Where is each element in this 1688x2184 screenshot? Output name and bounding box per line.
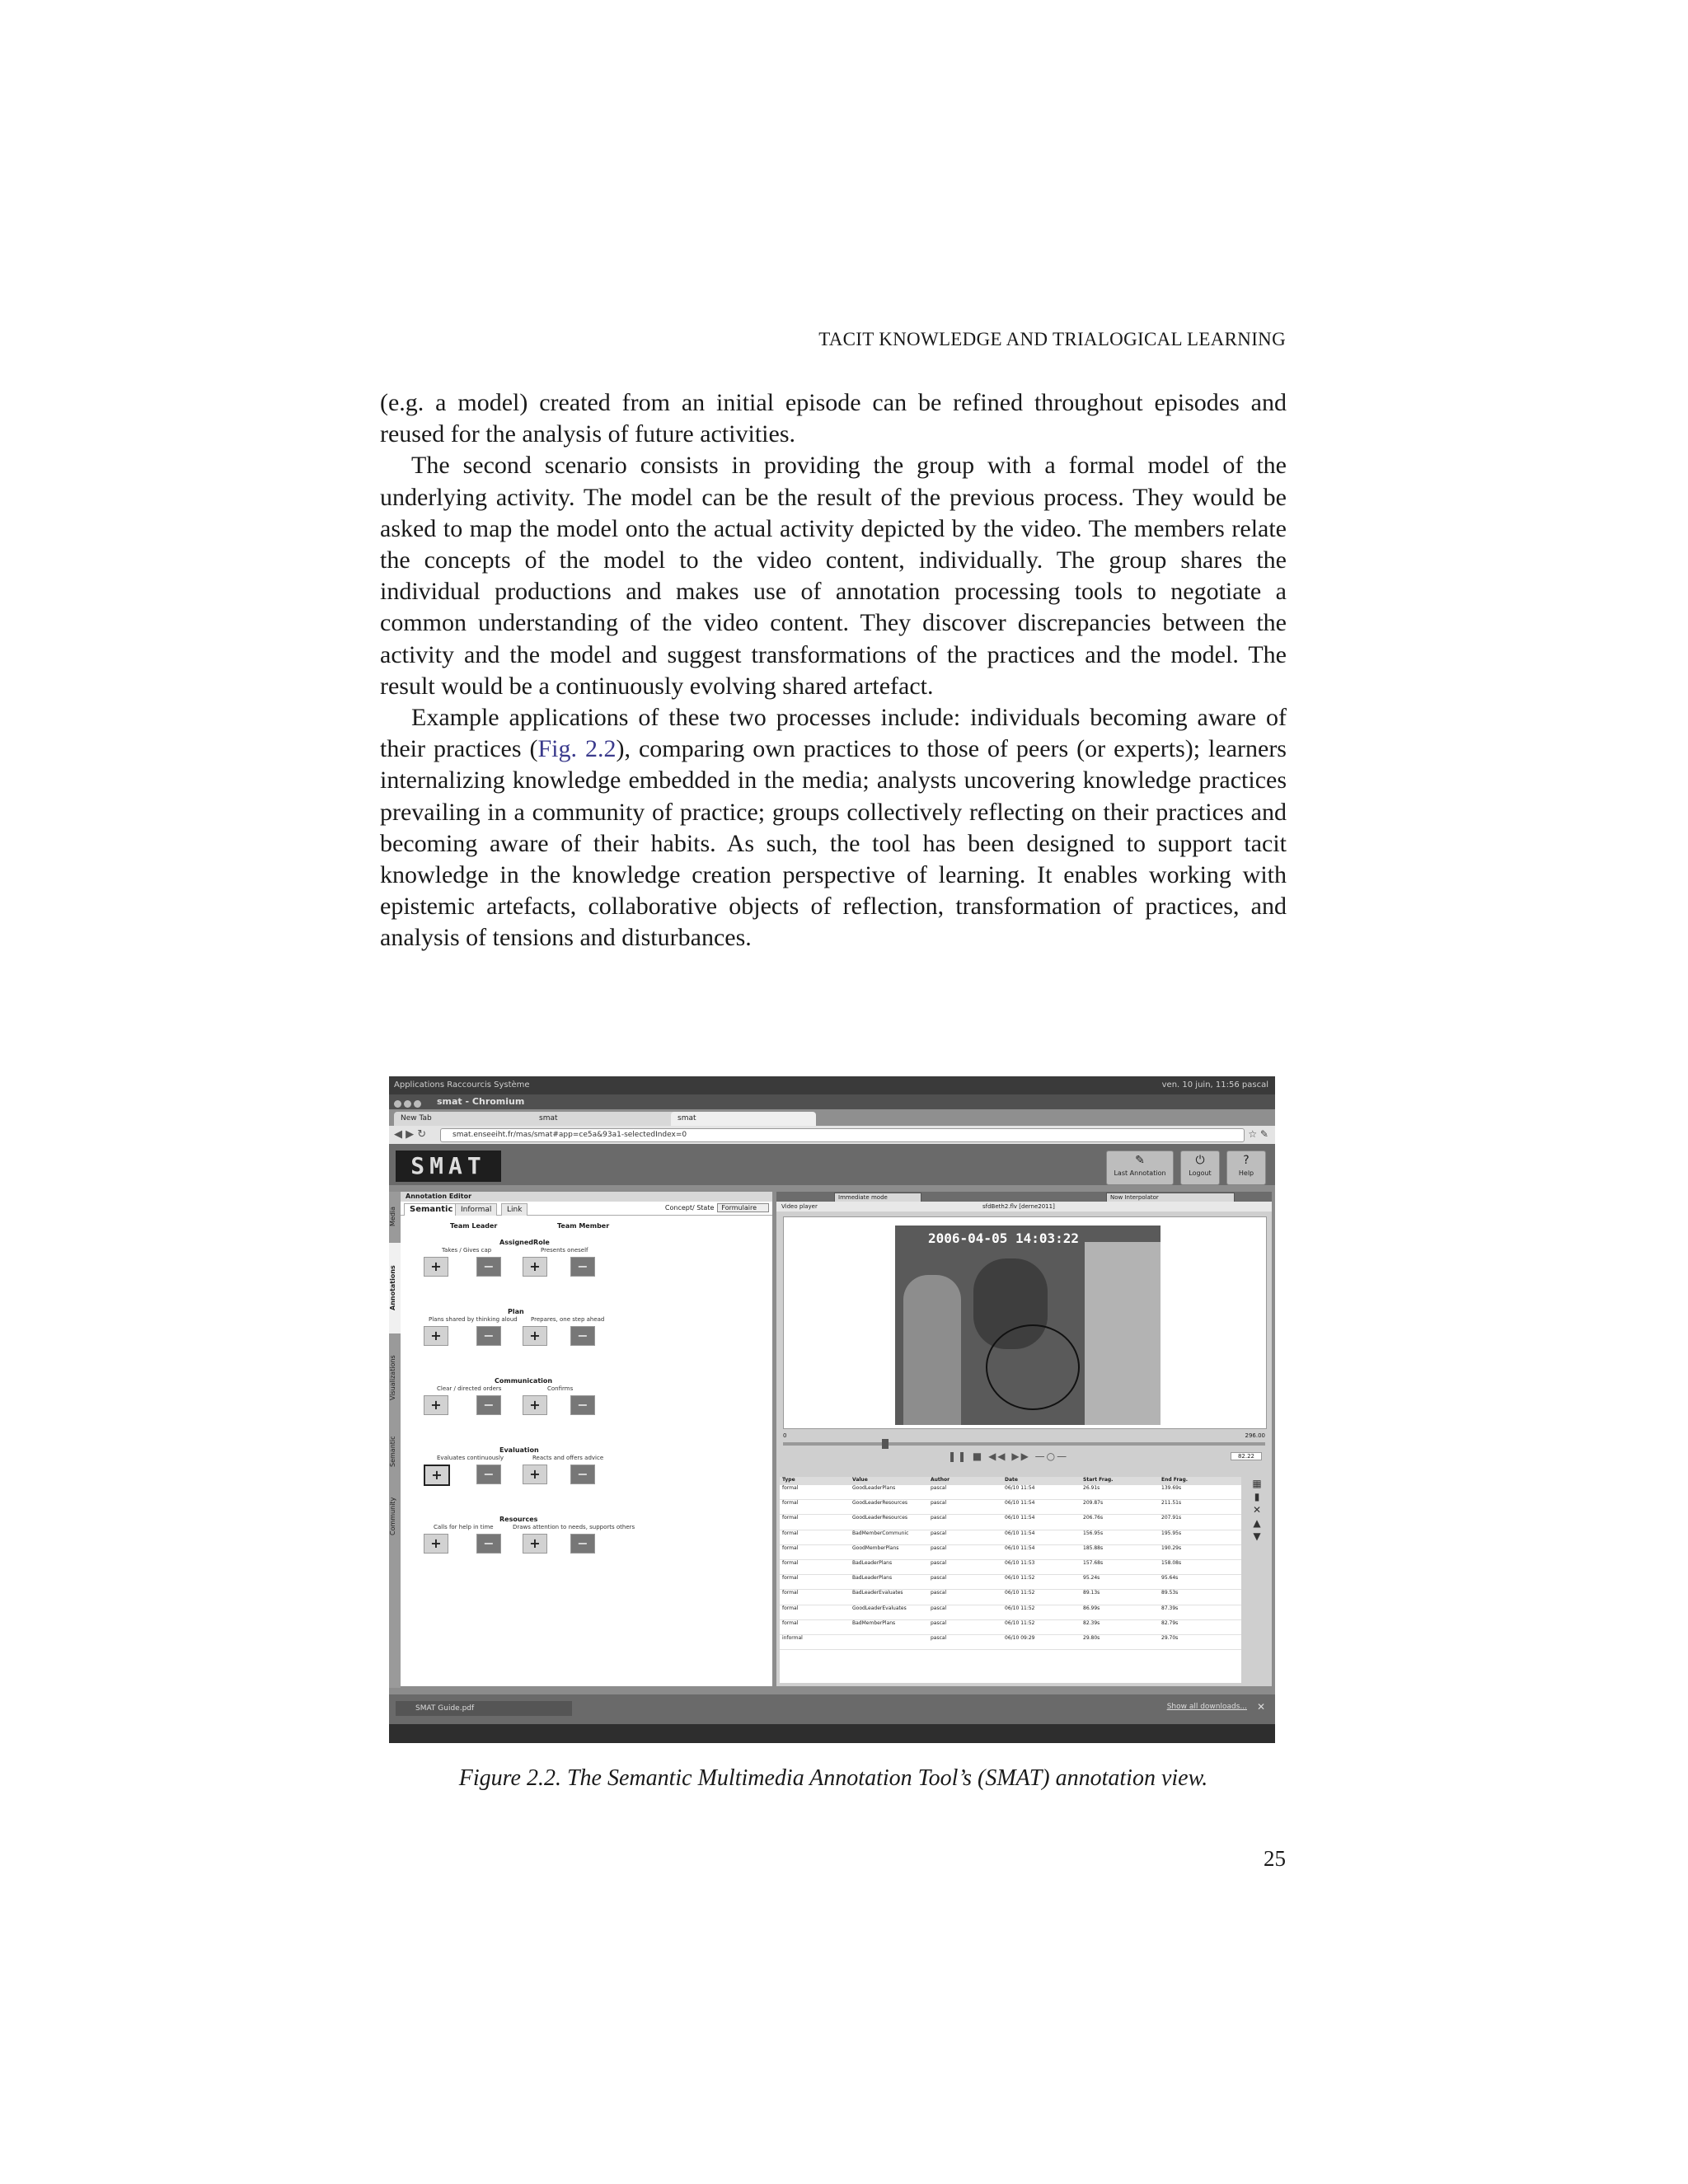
minus-button[interactable]: − [476,1257,501,1277]
table-cell: pascal [931,1530,947,1536]
video-panel [776,1192,1272,1686]
system-clock: ven. 10 juin, 11:56 pascal [1161,1080,1268,1090]
annotation-toolbar [776,1192,1272,1202]
table-cell: formal [782,1575,799,1582]
table-cell: GoodMemberPlans [852,1544,899,1551]
table-cell: 29.80s [1083,1634,1100,1641]
app-header [389,1144,1275,1185]
table-cell: 06/10 11:54 [1005,1515,1035,1521]
plus-button[interactable]: + [424,1534,448,1554]
current-time-field[interactable]: 82.22 [1231,1452,1262,1460]
label-evaluates-continuously: Evaluates continuously [437,1455,504,1461]
label-presents-oneself: Presents oneself [541,1247,588,1254]
window-title: smat - Chromium [437,1096,525,1107]
downloads-bar [389,1694,1275,1724]
minus-button[interactable]: − [476,1395,501,1415]
table-cell: 06/10 11:54 [1005,1530,1035,1536]
tab-smat-1[interactable]: smat [532,1112,678,1126]
paragraph-3-text-b: ), comparing own practices to those of peers (or experts); learners internalizing knowledge embedded in the media; analysts uncovering knowledge practices prevailing in a community of practice; groups collectively reflecting on their practices and becoming aware of their habits. As such, the tool has been designed to support tacit knowledge in the knowledge creation perspective of learning. It enables working with epistemic artefacts, collaborative objects of reflection, transformation of practices, and analysis of tensions and disturbances. [380,735,1287,952]
annotation-icon: ✎ [1135,1154,1145,1167]
category-communication: Communication [495,1377,553,1385]
table-row[interactable] [780,1590,1241,1605]
table-cell: 82.39s [1083,1619,1100,1626]
label-confirms: Confirms [547,1385,574,1392]
nav-arrows-icon[interactable]: ◀ ▶ ↻ [394,1128,427,1141]
star-wrench-icon[interactable]: ☆ ✎ [1248,1128,1268,1140]
smat-logo: SMAT [396,1151,501,1182]
table-cell: pascal [931,1559,947,1566]
app-content [389,1185,1275,1694]
table-row[interactable] [780,1545,1241,1560]
table-cell: GoodLeaderResources [852,1515,908,1521]
logout-label: Logout [1189,1169,1212,1177]
table-row[interactable] [780,1635,1241,1650]
column-team-leader: Team Leader [450,1222,498,1230]
table-cell: formal [782,1500,799,1507]
logout-button[interactable] [1180,1151,1220,1185]
table-cell: pascal [931,1544,947,1551]
table-cell: 82.79s [1161,1619,1179,1626]
address-bar [389,1126,1275,1144]
column-team-member: Team Member [557,1222,610,1230]
header-start[interactable]: Start Frag. [1083,1477,1114,1483]
table-cell: 89.53s [1161,1590,1179,1596]
sidebar-item-media[interactable]: Media [389,1206,396,1227]
table-cell: 190.29s [1161,1544,1182,1551]
table-cell: 87.39s [1161,1605,1179,1611]
annotation-editor-panel [401,1192,772,1686]
timeline-track[interactable] [783,1442,1265,1446]
figure-reference-link[interactable]: Fig. 2.2 [537,735,617,763]
concept-state [665,1203,769,1212]
sidebar-item-community[interactable]: Community [389,1497,396,1536]
table-cell: 86.99s [1083,1605,1100,1611]
table-cell: 185.88s [1083,1544,1104,1551]
header-type[interactable]: Type [782,1477,795,1483]
logout-icon: ⏻ [1195,1154,1205,1167]
table-cell: 06/10 11:54 [1005,1500,1035,1507]
paragraph-2: The second scenario consists in providing the group with a formal model of the underlying activity. The model can be the result of the previous process. They would be asked to map the model onto the actual activity depicted by the video. The members relate the concepts of the model to the video content, individually. The group shares the individual productions and makes use of annotation processing tools to negotiate a common understanding of the video content. They discover discrepancies between the activity and the model and suggest transformations of the practices and the model. The result would be a continuously evolving shared artefact. [380,452,1287,700]
table-cell: 195.95s [1161,1530,1182,1536]
video-player-header [776,1202,1272,1212]
table-cell: 158.08s [1161,1559,1182,1566]
table-cell: formal [782,1590,799,1596]
minus-button[interactable]: − [476,1326,501,1346]
table-cell: 206.76s [1083,1515,1104,1521]
sidebar-item-visualizations[interactable]: Visualizations [389,1355,396,1401]
table-cell: BadLeaderEvaluates [852,1590,903,1596]
table-cell: BadLeaderPlans [852,1559,893,1566]
close-icon[interactable]: ✕ [1256,1701,1265,1713]
label-takes-gives-cap: Takes / Gives cap [442,1247,492,1254]
table-cell: 95.24s [1083,1575,1100,1582]
table-cell: pascal [931,1605,947,1611]
table-cell: 156.95s [1083,1530,1104,1536]
minus-button[interactable]: − [476,1534,501,1554]
table-cell: 157.68s [1083,1559,1104,1566]
table-cell: 209.87s [1083,1500,1104,1507]
chart-icon[interactable]: ▮ [1254,1491,1260,1502]
table-cell: pascal [931,1485,947,1491]
table-cell: pascal [931,1634,947,1641]
header-author[interactable]: Author [931,1477,950,1483]
url-input[interactable]: smat.enseeiht.fr/mas/smat#app=ce5a&93a1-selectedIndex=0 [440,1128,1245,1142]
plus-button[interactable]: + [523,1534,547,1554]
minus-button[interactable]: − [570,1534,595,1554]
table-cell: BadMemberCommunic [852,1530,909,1536]
table-row[interactable] [780,1575,1241,1590]
label-clear-orders: Clear / directed orders [437,1385,502,1392]
annotation-editor-title: Annotation Editor [401,1192,772,1202]
minus-button[interactable]: − [570,1326,595,1346]
sidebar-item-semantic[interactable]: Semantic [389,1436,396,1467]
paragraph-3-text-a: Example applications of these two processes include: individuals becoming aware of their practices ( [380,704,1287,763]
table-cell: GoodLeaderEvaluates [852,1605,907,1611]
table-cell: 06/10 09:29 [1005,1634,1035,1641]
category-assigned-role: AssignedRole [499,1239,550,1246]
table-header [780,1477,1241,1485]
grid-icon[interactable]: ▦ [1252,1478,1262,1489]
video-player [783,1216,1267,1429]
table-row[interactable] [780,1620,1241,1635]
label-draws-attention: Draws attention to needs, supports others [513,1524,635,1530]
label-reacts-advice: Reacts and offers advice [532,1455,604,1461]
download-item[interactable]: SMAT Guide.pdf [396,1701,572,1716]
tab-link[interactable]: Link [501,1203,528,1216]
table-cell: 06/10 11:52 [1005,1575,1035,1582]
annotation-circle[interactable] [986,1324,1080,1410]
table-cell: 06/10 11:54 [1005,1485,1035,1491]
video-person-left [903,1275,961,1425]
last-annotation-button[interactable] [1106,1151,1174,1185]
help-label: Help [1238,1169,1254,1177]
figure-caption: Figure 2.2. The Semantic Multimedia Annotation Tool’s (SMAT) annotation view. [458,1765,1208,1791]
mode-select[interactable]: Immediate mode [834,1193,921,1202]
category-plan: Plan [508,1308,524,1315]
playback-controls-icon[interactable]: ❚❚ ■ ◀◀ ▶▶ —○— [948,1451,1069,1462]
help-icon: ? [1243,1154,1250,1167]
plus-button[interactable]: + [424,1326,448,1346]
video-background [1085,1242,1160,1425]
table-cell: 06/10 11:54 [1005,1544,1035,1551]
sidebar-item-annotations[interactable]: Annotations [389,1243,401,1333]
timeline-start: 0 [783,1432,787,1439]
table-cell: formal [782,1605,799,1611]
table-row[interactable] [780,1560,1241,1575]
table-cell: pascal [931,1500,947,1507]
table-body [780,1485,1241,1650]
table-cell: formal [782,1544,799,1551]
system-menu[interactable]: Applications Raccourcis Système [394,1080,530,1090]
table-cell: 89.13s [1083,1590,1100,1596]
table-cell: formal [782,1559,799,1566]
table-cell: formal [782,1530,799,1536]
browser-tabs [389,1109,1275,1126]
tab-smat-2[interactable]: smat [671,1112,816,1126]
label-plans-shared: Plans shared by thinking aloud [429,1316,518,1323]
table-cell: GoodLeaderResources [852,1500,908,1507]
video-timestamp: 2006-04-05 14:03:22 [928,1230,1080,1246]
plus-button[interactable]: + [424,1395,448,1415]
minus-button[interactable]: − [570,1395,595,1415]
annotations-table [780,1477,1241,1683]
plus-button[interactable]: + [523,1465,547,1484]
table-row[interactable] [780,1515,1241,1530]
vertical-sidebar [389,1192,401,1688]
smat-screenshot-figure [389,1076,1275,1743]
table-tools [1246,1477,1268,1543]
plus-button[interactable]: + [523,1395,547,1415]
help-button[interactable] [1226,1151,1266,1185]
table-cell: GoodLeaderPlans [852,1485,896,1491]
video-file-label: sfdBeth2.flv [derne2011] [982,1203,1055,1210]
plus-button[interactable]: + [523,1326,547,1346]
video-timeline [783,1432,1265,1465]
last-annotation-label: Last Annotation [1114,1169,1166,1177]
table-cell: formal [782,1485,799,1491]
table-cell: informal [782,1634,803,1641]
down-arrow-icon[interactable]: ▼ [1253,1530,1261,1542]
body-text [380,387,1287,954]
tab-informal[interactable]: Informal [455,1203,497,1216]
table-cell: pascal [931,1590,947,1596]
table-cell: 26.91s [1083,1485,1100,1491]
category-resources: Resources [499,1516,538,1523]
table-cell: pascal [931,1515,947,1521]
show-all-downloads-link[interactable]: Show all downloads... [1166,1703,1247,1711]
semantic-form [401,1216,772,1682]
interpolator-select[interactable]: Now Interpolator [1106,1193,1235,1202]
table-cell: pascal [931,1619,947,1626]
paragraph-1: (e.g. a model) created from an initial episode can be refined throughout episodes and reused for the analysis of future activities. [380,389,1287,448]
table-cell: formal [782,1619,799,1626]
table-cell: BadMemberPlans [852,1619,896,1626]
table-cell: pascal [931,1575,947,1582]
table-cell: BadLeaderPlans [852,1575,893,1582]
header-date[interactable]: Date [1005,1477,1018,1483]
header-value[interactable]: Value [852,1477,868,1483]
table-cell: 95.64s [1161,1575,1179,1582]
plus-button-selected[interactable]: + [424,1465,450,1486]
label-prepares-ahead: Prepares, one step ahead [531,1316,605,1323]
up-arrow-icon[interactable]: ▲ [1253,1517,1261,1529]
minus-button[interactable]: − [570,1257,595,1277]
timeline-end: 296.00 [1245,1432,1265,1439]
video-frame[interactable] [895,1226,1160,1425]
tab-new[interactable]: New Tab [394,1112,539,1126]
delete-icon[interactable]: ✕ [1252,1504,1262,1516]
table-cell: 06/10 11:52 [1005,1590,1035,1596]
tab-semantic[interactable]: Semantic [404,1203,458,1216]
video-player-label: Video player [781,1203,818,1210]
table-cell: 207.91s [1161,1515,1182,1521]
paragraph-3 [380,702,1287,954]
plus-button[interactable]: + [523,1257,547,1277]
page-number: 25 [1264,1846,1286,1871]
editor-tabs [401,1202,772,1216]
minus-button[interactable]: − [476,1465,501,1484]
table-cell: 29.70s [1161,1634,1179,1641]
timeline-handle[interactable] [882,1439,889,1449]
plus-button[interactable]: + [424,1257,448,1277]
table-row[interactable] [780,1485,1241,1500]
label-calls-for-help: Calls for help in time [434,1524,494,1530]
table-cell: 06/10 11:52 [1005,1605,1035,1611]
concept-state-select[interactable]: Formulaire [717,1203,769,1212]
table-row[interactable] [780,1500,1241,1515]
table-row[interactable] [780,1605,1241,1620]
taskbar [389,1724,1275,1743]
category-evaluation: Evaluation [499,1446,539,1454]
table-cell: 139.69s [1161,1485,1182,1491]
table-cell: formal [782,1515,799,1521]
concept-state-label: Concept/ State [664,1204,715,1212]
header-end[interactable]: End Frag. [1161,1477,1189,1483]
table-cell: 211.51s [1161,1500,1182,1507]
minus-button[interactable]: − [570,1465,595,1484]
window-titlebar [389,1094,1275,1109]
table-cell: 06/10 11:53 [1005,1559,1035,1566]
running-head: TACIT KNOWLEDGE AND TRIALOGICAL LEARNING [818,329,1286,349]
table-row[interactable] [780,1530,1241,1545]
system-bar [389,1076,1275,1094]
table-cell: 06/10 11:52 [1005,1619,1035,1626]
